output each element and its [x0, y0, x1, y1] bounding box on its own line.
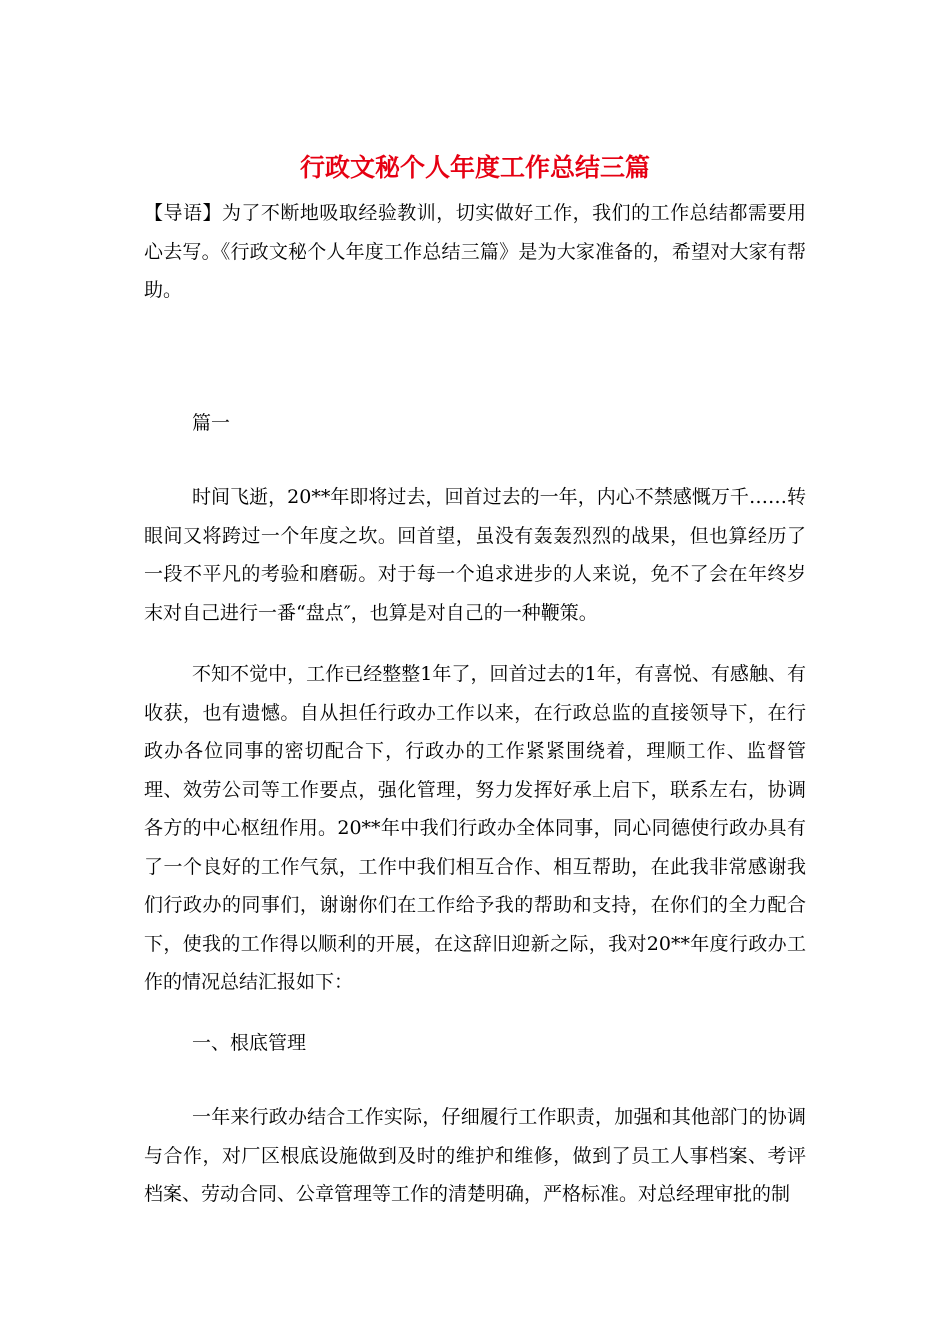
body-paragraph-1: 时间飞逝，20**年即将过去，回首过去的一年，内心不禁感慨万千……转眼间又将跨过一个年度之坎。回首望，虽没有轰轰烈烈的战果，但也算经历了一段不平凡的考验和磨砺。对于每一个追求进步的人来说，免不了会在年终岁末对自己进行一番“盘点″，也算是对自己的一种鞭策。 [144, 486, 806, 624]
section-label: 篇一 [192, 412, 231, 434]
body-paragraph-3: 一年来行政办结合工作实际，仔细履行工作职责，加强和其他部门的协调与合作，对厂区根底设施做到及时的维护和维修，做到了员工人事档案、考评档案、劳动合同、公章管理等工作的清楚明确，严格标准。对总经理审批的制 [144, 1106, 806, 1205]
document-title: 行政文秘个人年度工作总结三篇 [299, 153, 650, 182]
intro-paragraph: 【导语】为了不断地吸取经验教训，切实做好工作，我们的工作总结都需要用心去写。《行政文秘个人年度工作总结三篇》是为大家准备的，希望对大家有帮助。 [144, 202, 806, 301]
subheading: 一、根底管理 [192, 1032, 307, 1054]
body-paragraph-2: 不知不觉中，工作已经整整1年了，回首过去的1年，有喜悦、有感触、有收获，也有遗憾。自从担任行政办工作以来，在行政总监的直接领导下，在行政办各位同事的密切配合下，行政办的工作紧紧围绕着，理顺工作、监督管理、效劳公司等工作要点，强化管理，努力发挥好承上启下，联系左右，协调各方的中心枢纽作用。20**年中我们行政办全体同事，同心同德使行政办具有了一个良好的工作气氛，工作中我们相互合作、相互帮助，在此我非常感谢我们行政办的同事们，谢谢你们在工作给予我的帮助和支持，在你们的全力配合下，使我的工作得以顺利的开展，在这辞旧迎新之际，我对20**年度行政办工作的情况总结汇报如下： [144, 663, 806, 993]
